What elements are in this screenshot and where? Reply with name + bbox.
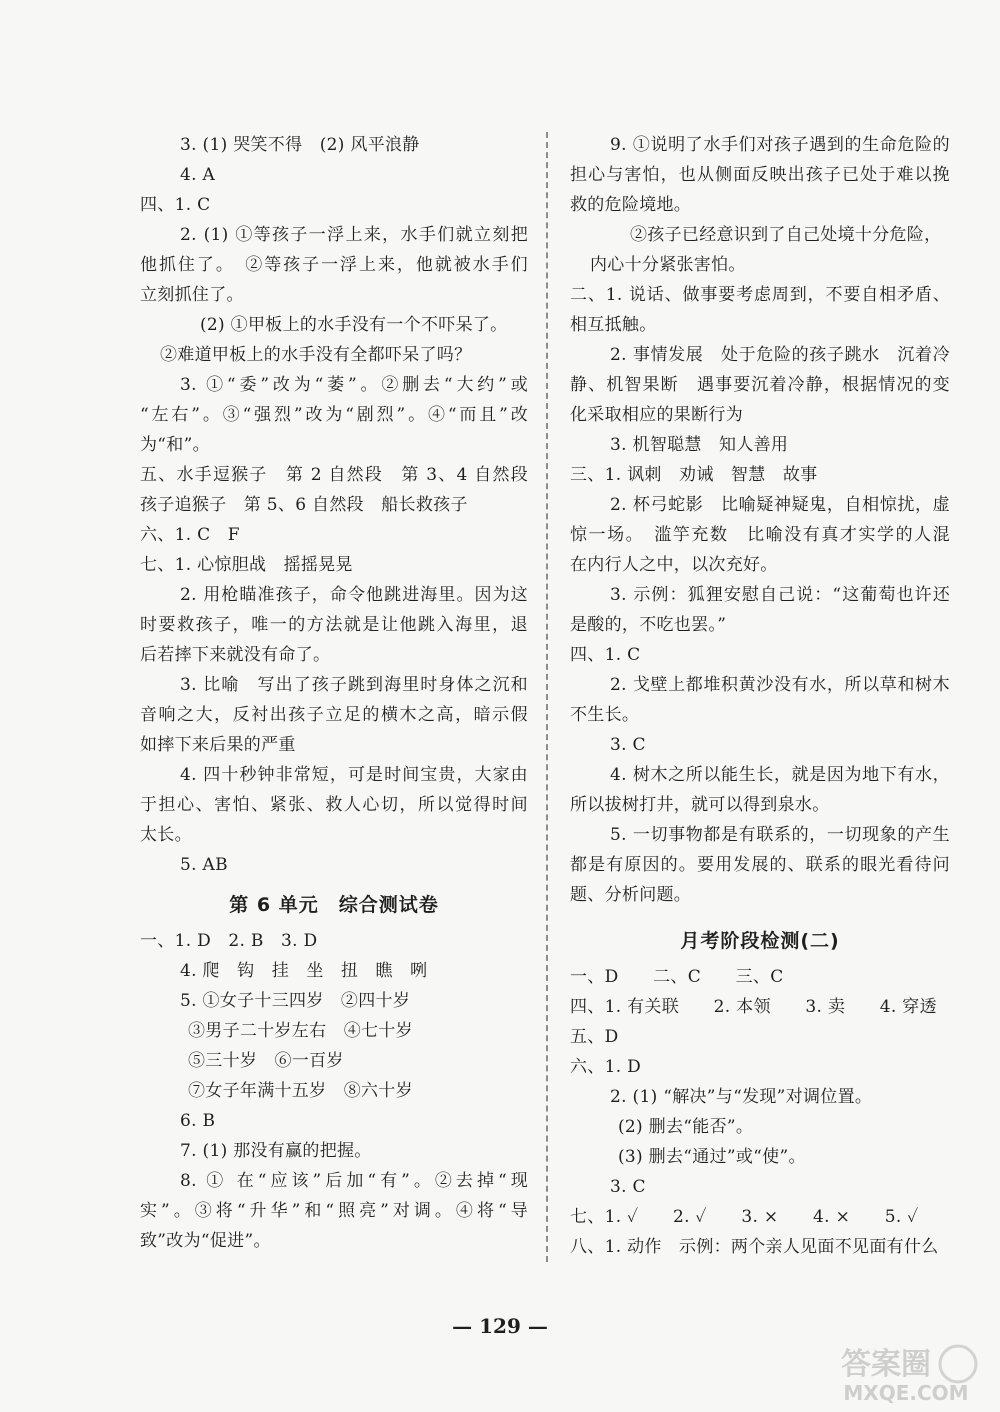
answer-line: 惊一场。 滥竽充数 比喻没有真才实学的人混 [570, 525, 950, 545]
answer-line: 4. 树木之所以能生长，就是因为地下有水， [610, 765, 950, 785]
answer-line: 担心与害怕，也从侧面反映出孩子已处于难以挽 [570, 165, 950, 185]
answer-line: ②难道甲板上的水手没有全都吓呆了吗？ [160, 345, 472, 365]
answer-line: ③男子二十岁左右 ④七十岁 [188, 1021, 413, 1041]
watermark-sub-text: MXQE.COM [843, 1381, 969, 1405]
answer-line: 4. 爬 钩 挂 坐 扭 瞧 咧 [180, 961, 428, 981]
answer-line: 3. 比喻 写出了孩子跳到海里时身体之沉和 [180, 675, 528, 695]
answer-line: ⑤三十岁 ⑥一百岁 [188, 1051, 344, 1071]
right-column [570, 130, 950, 1262]
answer-line: 音响之大，反衬出孩子立足的横木之高，暗示假 [140, 705, 528, 725]
answer-line: 实”。③将“升华”和“照亮”对调。④将“导 [140, 1201, 528, 1221]
answer-line: ②孩子已经意识到了自己处境十分危险， [630, 225, 942, 245]
answer-line: 一、D 二、C 三、C [570, 967, 784, 987]
answer-line: 四、1. 有关联 2. 本领 3. 卖 4. 穿透 [570, 997, 937, 1017]
answer-line: 孩子追猴子 第 5、6 自然段 船长救孩子 [140, 495, 468, 515]
answer-line: 3. C [610, 735, 646, 755]
answer-line: 静、机智果断 遇事要沉着冷静，根据情况的变 [570, 375, 950, 395]
answer-line: ⑦女子年满十五岁 ⑧六十岁 [188, 1081, 413, 1101]
answer-line: 3. 示例：狐狸安慰自己说：“这葡萄也许还 [610, 585, 950, 605]
answer-line: 5. ①女子十三四岁 ②四十岁 [180, 991, 411, 1011]
answer-line: 2. 事情发展 处于危险的孩子跳水 沉着冷 [610, 345, 950, 365]
column-divider [546, 132, 548, 1262]
left-column [140, 130, 528, 1256]
watermark-main-text: 答案圈 [841, 1347, 931, 1382]
answer-line: 六、1. D [570, 1057, 642, 1077]
answer-line: 四、1. C [570, 645, 641, 665]
answer-line: (2) 删去“能否”。 [618, 1117, 754, 1137]
answer-line: 3. (1) 哭笑不得 (2) 风平浪静 [180, 135, 420, 155]
answer-line: 3. 机智聪慧 知人善用 [610, 435, 789, 455]
page-number: — 129 — [452, 1314, 548, 1338]
answer-line: 七、1. ✓ 2. ✓ 3. × 4. × 5. ✓ [570, 1207, 919, 1227]
answer-line: 三、1. 讽刺 劝诫 智慧 故事 [570, 465, 818, 485]
answer-line: 5. 一切事物都是有联系的，一切现象的产生 [610, 825, 950, 845]
answer-line: 二、1. 说话、做事要考虑周到，不要自相矛盾、 [570, 285, 950, 305]
answer-line: 五、D [570, 1027, 619, 1047]
answer-line: 3. C [610, 1177, 646, 1197]
answer-line: 八、1. 动作 示例：两个亲人见面不见面有什么 [570, 1237, 939, 1257]
answer-line: 4. A [180, 165, 216, 185]
answer-line: 四、1. C [140, 195, 211, 215]
answer-line: 3. ①“委”改为“萎”。②删去“大约”或 [180, 375, 528, 395]
answer-line: 都是有原因的。要用发展的、联系的眼光看待问 [570, 855, 950, 875]
answer-line: 五、水手逗猴子 第 2 自然段 第 3、4 自然段 [140, 465, 528, 485]
answer-line: 内心十分紧张害怕。 [590, 255, 746, 275]
answer-line: 救的危险境地。 [570, 195, 692, 215]
answer-line: 2. (1) ①等孩子一浮上来，水手们就立刻把 [180, 225, 528, 245]
answer-line: 8. ① 在“应该”后加“有”。②去掉“现 [180, 1171, 528, 1191]
answer-line: (2) ①甲板上的水手没有一个不吓呆了。 [200, 315, 508, 335]
answer-line: 于担心、害怕、紧张、救人心切，所以觉得时间 [140, 795, 528, 815]
answer-line: 是酸的，不吃也罢。” [570, 615, 727, 635]
answer-line: “左右”。③“强烈”改为“剧烈”。④“而且”改 [140, 405, 528, 425]
answer-line: 2. 杯弓蛇影 比喻疑神疑鬼，自相惊扰，虚 [610, 495, 950, 515]
answer-line: 致”改为“促进”。 [140, 1231, 271, 1251]
answer-line: 题、分析问题。 [570, 885, 692, 905]
section-heading: 月考阶段检测(二) [680, 930, 840, 952]
answer-line: 太长。 [140, 825, 192, 845]
answer-line: 为“和”。 [140, 435, 210, 455]
answer-line: (3) 删去“通过”或“使”。 [618, 1147, 806, 1167]
answer-line: 9. ①说明了水手们对孩子遇到的生命危险的 [610, 135, 950, 155]
answer-line: 六、1. C F [140, 525, 240, 545]
answer-line: 一、1. D 2. B 3. D [140, 931, 318, 951]
answer-line: 所以拔树打井，就可以得到泉水。 [570, 795, 830, 815]
answer-line: 立刻抓住了。 [140, 285, 244, 305]
answer-line: 时要救孩子，唯一的方法就是让他跳入海里，退 [140, 615, 528, 635]
watermark-logo [826, 1340, 986, 1406]
answer-line: 后若摔下来就没有命了。 [140, 645, 331, 665]
answer-line: 不生长。 [570, 705, 640, 725]
answer-line: 七、1. 心惊胆战 摇摇晃晃 [140, 555, 353, 575]
answer-line: 如摔下来后果的严重 [140, 735, 296, 755]
answer-line: 4. 四十秒钟非常短，可是时间宝贵，大家由 [180, 765, 528, 785]
answer-line: 6. B [180, 1111, 216, 1131]
answer-line: 2. 戈壁上都堆积黄沙没有水，所以草和树木 [610, 675, 950, 695]
answer-line: 化采取相应的果断行为 [570, 405, 743, 425]
answer-line: 在内行人之中，以次充好。 [570, 555, 778, 575]
answer-line: 2. (1) “解决”与“发现”对调位置。 [610, 1087, 873, 1107]
section-heading: 第 6 单元 综合测试卷 [229, 894, 439, 916]
answer-line: 相互抵触。 [570, 315, 657, 335]
answer-line: 7. (1) 那没有赢的把握。 [180, 1141, 372, 1161]
answer-line: 2. 用枪瞄准孩子，命令他跳进海里。因为这 [180, 585, 528, 605]
answer-line: 他抓住了。 ②等孩子一浮上来，他就被水手们 [140, 255, 528, 275]
answer-line: 5. AB [180, 855, 228, 875]
